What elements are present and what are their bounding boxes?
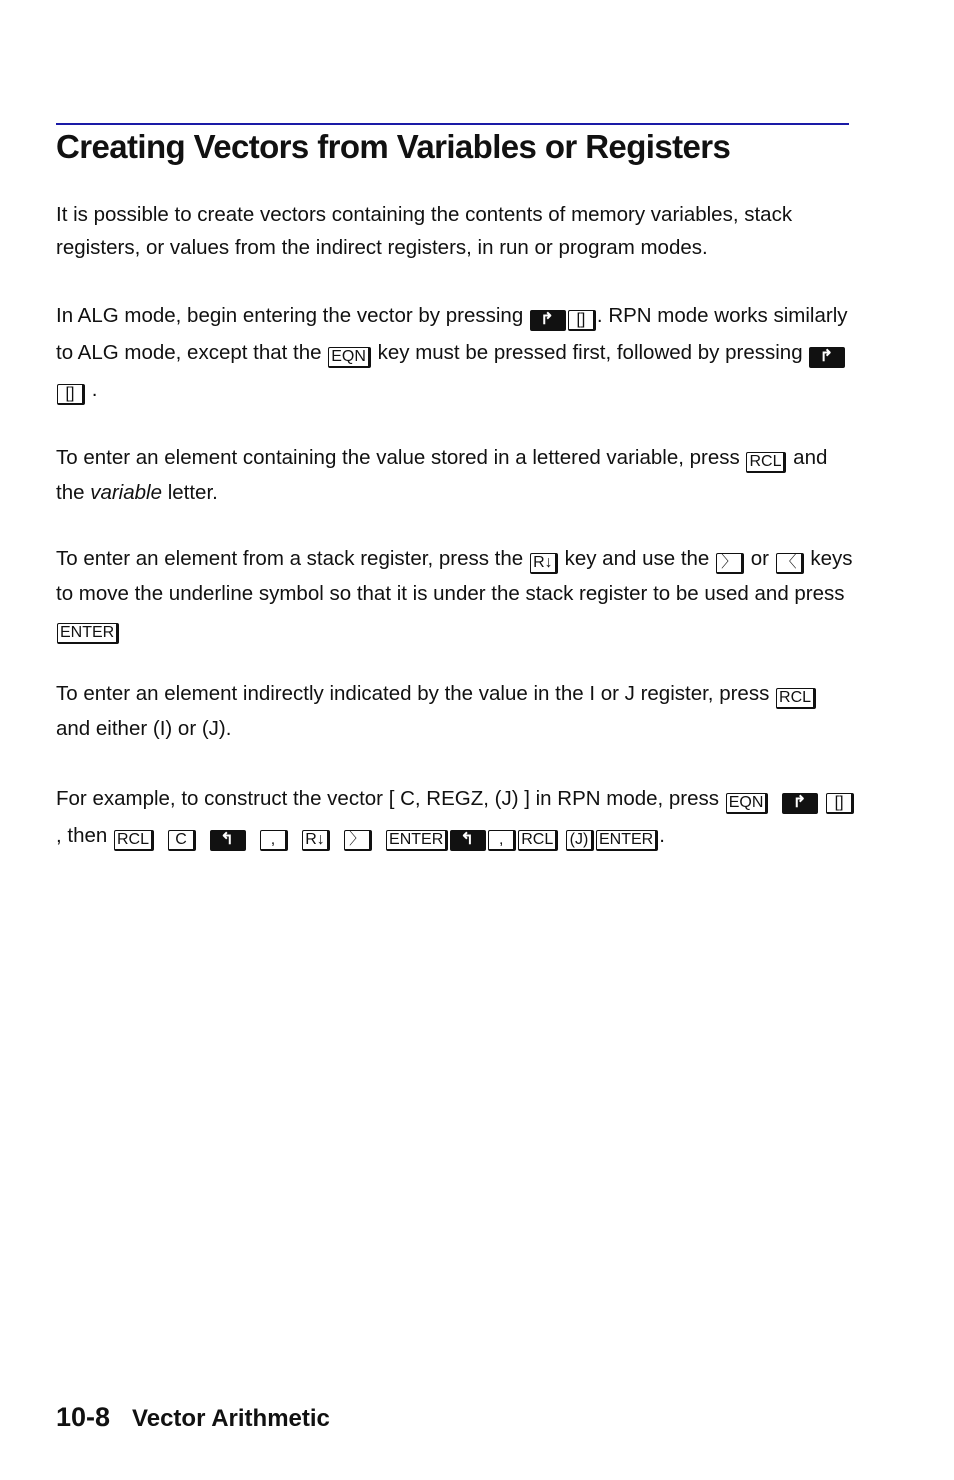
text: . <box>659 824 665 847</box>
roll-down-key: R↓ <box>530 553 558 574</box>
text: and the <box>56 446 828 504</box>
c-key: C <box>168 830 196 851</box>
paragraph-example <box>56 780 856 854</box>
paragraph-stack-register <box>56 541 856 646</box>
right-arrow-key: 〉 <box>716 553 744 574</box>
rcl-key: RCL <box>518 830 558 851</box>
text: To enter an element indirectly indicated by the value in the I or J register, press <box>56 682 776 705</box>
enter-key: ENTER <box>57 623 119 644</box>
brackets-key: [] <box>826 793 854 814</box>
text: In ALG mode, begin entering the vector by pressing <box>56 304 529 327</box>
right-shift-key: ↱ <box>530 310 566 331</box>
brackets-key: [] <box>568 310 596 331</box>
text: For example, to construct the vector [ C, REGZ, (J) ] in RPN mode, press <box>56 787 725 810</box>
text: . <box>86 378 98 401</box>
eqn-key: EQN <box>328 347 371 368</box>
title-rule <box>56 123 849 125</box>
text: or <box>745 547 775 570</box>
right-shift-key: ↱ <box>782 793 818 814</box>
rcl-key: RCL <box>746 452 786 473</box>
right-arrow-key: 〉 <box>344 830 372 851</box>
paragraph-alg-mode <box>56 297 856 408</box>
roll-down-key: R↓ <box>302 830 330 851</box>
page-title: Creating Vectors from Variables or Registers <box>56 128 731 165</box>
text: key must be pressed first, followed by pressing <box>371 341 809 364</box>
enter-key: ENTER <box>386 830 448 851</box>
left-arrow-key: 〈 <box>776 553 804 574</box>
paragraph-intro: It is possible to create vectors containing the contents of memory variables, stack registers, or values from the indirect registers, in run or program modes. <box>56 203 793 259</box>
emphasis-variable: variable <box>90 481 162 504</box>
text: To enter an element containing the value stored in a lettered variable, press <box>56 446 746 469</box>
page-footer <box>56 1402 330 1433</box>
eqn-key: EQN <box>726 793 769 814</box>
text: , then <box>56 824 113 847</box>
text: and either (I) or (J). <box>56 717 232 740</box>
page-number: 10-8 <box>56 1402 111 1432</box>
brackets-key: [] <box>57 384 85 405</box>
enter-key: ENTER <box>596 830 658 851</box>
rcl-key: RCL <box>114 830 154 851</box>
comma-key: , <box>260 830 288 851</box>
section-title: Vector Arithmetic <box>132 1405 330 1432</box>
text: letter. <box>162 481 218 504</box>
text: keys to move the underline symbol so that it is under the stack register to be used and press <box>56 547 853 605</box>
rcl-key: RCL <box>776 688 816 709</box>
text: To enter an element from a stack register, press the <box>56 547 529 570</box>
left-shift-key: ↰ <box>450 830 486 851</box>
right-shift-key: ↱ <box>809 347 845 368</box>
left-shift-key: ↰ <box>210 830 246 851</box>
text: key and use the <box>558 547 716 570</box>
comma-key: , <box>488 830 516 851</box>
j-key: (J) <box>566 830 594 851</box>
paragraph-variable <box>56 440 856 510</box>
text: . RPN mode works similarly to ALG mode, except that the <box>56 304 848 364</box>
paragraph-indirect <box>56 676 856 746</box>
